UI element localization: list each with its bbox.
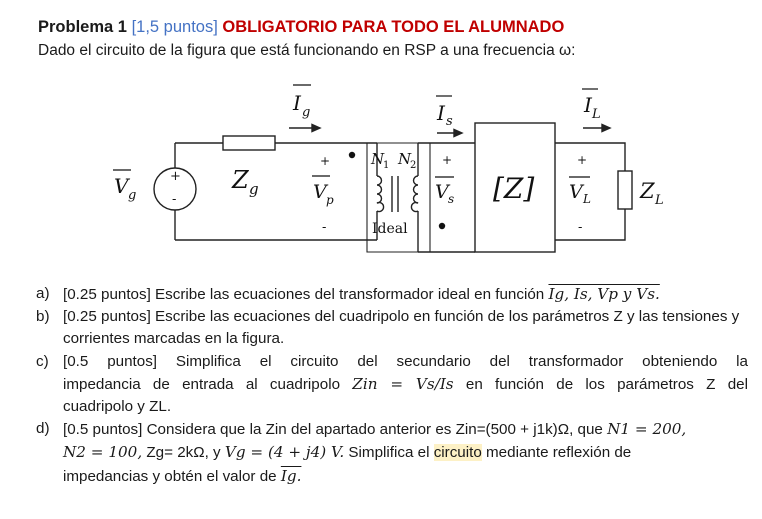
two-port-label: [Z] [493,172,535,205]
zg-label: Z [232,166,249,194]
ig-label: I [293,91,301,115]
question-d: d) [0.5 puntos] Considera que la Zin del apartado anterior es Zin=(500 + j1k)Ω, que N1 = 200, N2 = 100, Zg= 2kΩ, y Vg = (4 + j4) V. Simplifica el circuito mediante reflexión de impedancias y obtén el valor de Ig. [36,418,748,488]
question-c-line3: cuadripolo y ZL. [63,398,172,416]
vp-minus: - [322,220,327,235]
highlighted-word: circuito [433,444,482,462]
problem-number: Problema 1 [38,18,127,36]
question-c-math: Zin = Vs/Is [352,374,454,393]
vl-minus: - [578,220,583,235]
question-d-ig: Ig. [280,466,302,485]
n2-label: N [398,150,412,168]
ideal-label: Ideal [372,221,408,237]
question-c-line1: [0.5 puntos] Simplifica el circuito del secundario del transformador obteniendo la [63,352,748,370]
primary-dot [349,152,355,158]
question-a-math: Ig, Is, Vp y Vs. [548,285,660,303]
zl-impedance [618,171,632,209]
svg-text:g: g [128,188,137,203]
question-a-text: [0.25 puntos] Escribe las ecuaciones del transformador ideal en función [63,286,545,303]
question-a: a) [0.25 puntos] Escribe las ecuaciones del transformador ideal en función Ig, Is, Vp y Vs. [36,285,660,303]
secondary-coil [411,176,418,211]
svg-text:2: 2 [410,160,417,171]
question-b-text: [0.25 puntos] Escribe las ecuaciones del cuadripolo en función de los parámetros Z y las tensiones y corrientes marcadas en la figura. [63,308,740,348]
il-label: I [584,93,592,117]
secondary-dot [439,223,445,229]
question-d-n2: N2 = 100, [63,443,143,462]
problem-points: [1,5 puntos] [131,18,218,36]
question-b: b) [0.25 puntos] Escribe las ecuaciones del cuadripolo en función de los parámetros Z y las tensiones y corrientes marcadas en la figura. [36,308,740,348]
question-c-line2: impedancia de entrada al cuadripolo Zin = Vs/Is en función de los parámetros Z del [63,374,748,393]
svg-text:L: L [592,107,601,122]
question-d-line2: N2 = 100, Zg= 2kΩ, y Vg = (4 + j4) V. Simplifica el circuito mediante reflexión de [63,443,632,462]
svg-text:g: g [249,180,259,198]
vp-label: V [313,181,327,203]
svg-text:s: s [446,114,453,129]
svg-text:g: g [302,105,311,120]
problem-statement: Dado el circuito de la figura que está funcionando en RSP a una frecuencia ω: [38,42,576,59]
vl-label: V [569,181,583,203]
svg-text:1: 1 [383,160,390,171]
svg-text:L: L [655,193,664,208]
zl-label: Z [640,179,655,203]
primary-coil [377,176,384,212]
vs-label: V [435,181,449,203]
svg-text:p: p [326,193,334,207]
question-d-vg: Vg = (4 + j4) V. [224,443,345,462]
question-c: c) [0.5 puntos] Simplifica el circuito del secundario del transformador obteniendo la impedancia de entrada al cuadripolo Zin = Vs/Is en función de los parámetros Z del cuadripolo y ZL. [36,351,748,419]
question-d-n1: N1 = 200, [607,420,687,439]
vg-plus: + [170,169,181,184]
n1-label: N [371,150,385,168]
wire-top-load [555,143,625,171]
zg-impedance [223,136,275,150]
wire-bottom-load [555,209,625,240]
vs-plus: + [442,153,453,167]
svg-text:L: L [583,192,591,206]
vl-plus: + [577,153,588,167]
is-label: I [437,101,445,125]
mandatory-label: OBLIGATORIO PARA TODO EL ALUMNADO [222,18,565,36]
question-d-line1: [0.5 puntos] Considera que la Zin del apartado anterior es Zin=(500 + j1k)Ω, que N1 = 200, [63,420,687,439]
vg-label: V [114,174,129,198]
svg-text:s: s [448,192,455,206]
question-list [36,283,748,488]
vp-plus: + [320,154,331,168]
vg-minus: - [172,192,177,207]
question-d-line3: impedancias y obtén el valor de Ig. [63,466,302,485]
